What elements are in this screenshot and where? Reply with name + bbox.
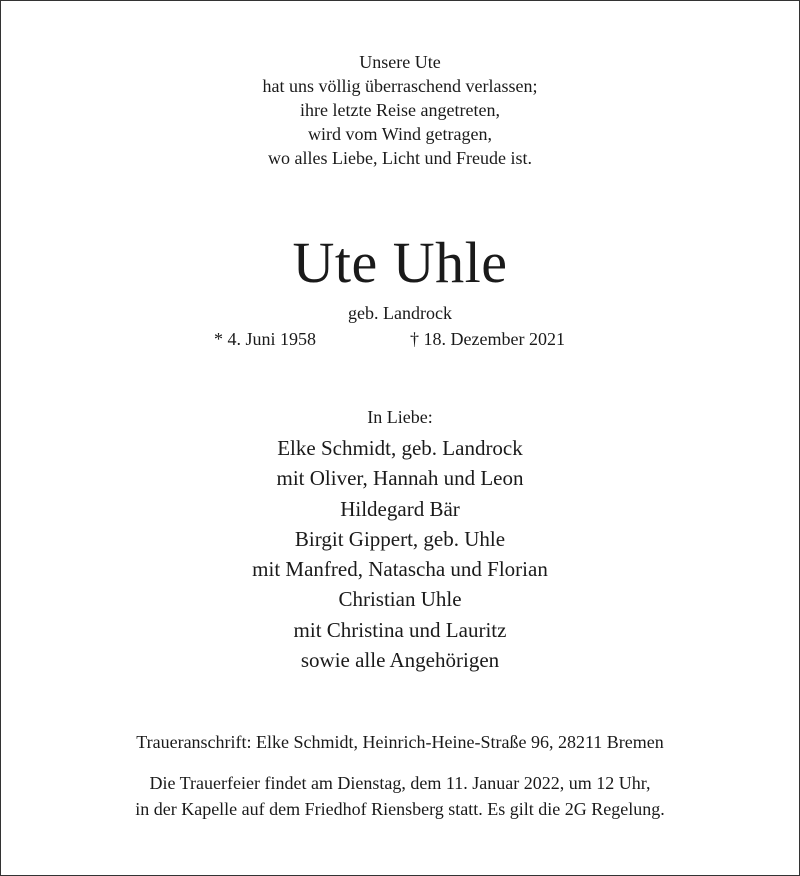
mourner-line: mit Christina und Lauritz (293, 617, 507, 642)
poem-line: ihre letzte Reise angetreten, (300, 100, 500, 120)
mourner-line: Birgit Gippert, geb. Uhle (294, 526, 506, 551)
mourner-line: sowie alle Angehörigen (300, 648, 500, 673)
mourners-list (0, 433, 800, 675)
birth-date: * 4. Juni 1958 (214, 329, 317, 349)
mourning-address: Traueranschrift: Elke Schmidt, Heinrich-Heine-Straße 96, 28211 Bremen (136, 732, 664, 752)
mourner-line: Hildegard Bär (340, 496, 460, 521)
funeral-info (0, 770, 800, 822)
poem-line: wird vom Wind getragen, (308, 124, 492, 144)
mourner-line: mit Manfred, Natascha und Florian (252, 557, 548, 582)
mourner-line: Elke Schmidt, geb. Landrock (277, 436, 523, 460)
funeral-line: in der Kapelle auf dem Friedhof Riensberg statt. Es gilt die 2G Regelung. (135, 799, 665, 819)
funeral-line: Die Trauerfeier findet am Dienstag, dem 11. Januar 2022, um 12 Uhr, (149, 773, 651, 793)
poem (0, 50, 800, 170)
poem-line: hat uns völlig überraschend verlassen; (262, 76, 538, 96)
poem-line: wo alles Liebe, Licht und Freude ist. (268, 148, 532, 168)
mourners-intro: In Liebe: (367, 407, 433, 427)
poem-line: Unsere Ute (359, 52, 441, 72)
maiden-name: geb. Landrock (348, 303, 452, 323)
mourner-line: Christian Uhle (338, 587, 462, 612)
deceased-name: Ute Uhle (292, 230, 508, 295)
death-date: † 18. Dezember 2021 (410, 329, 565, 349)
mourner-line: mit Oliver, Hannah und Leon (276, 466, 524, 491)
